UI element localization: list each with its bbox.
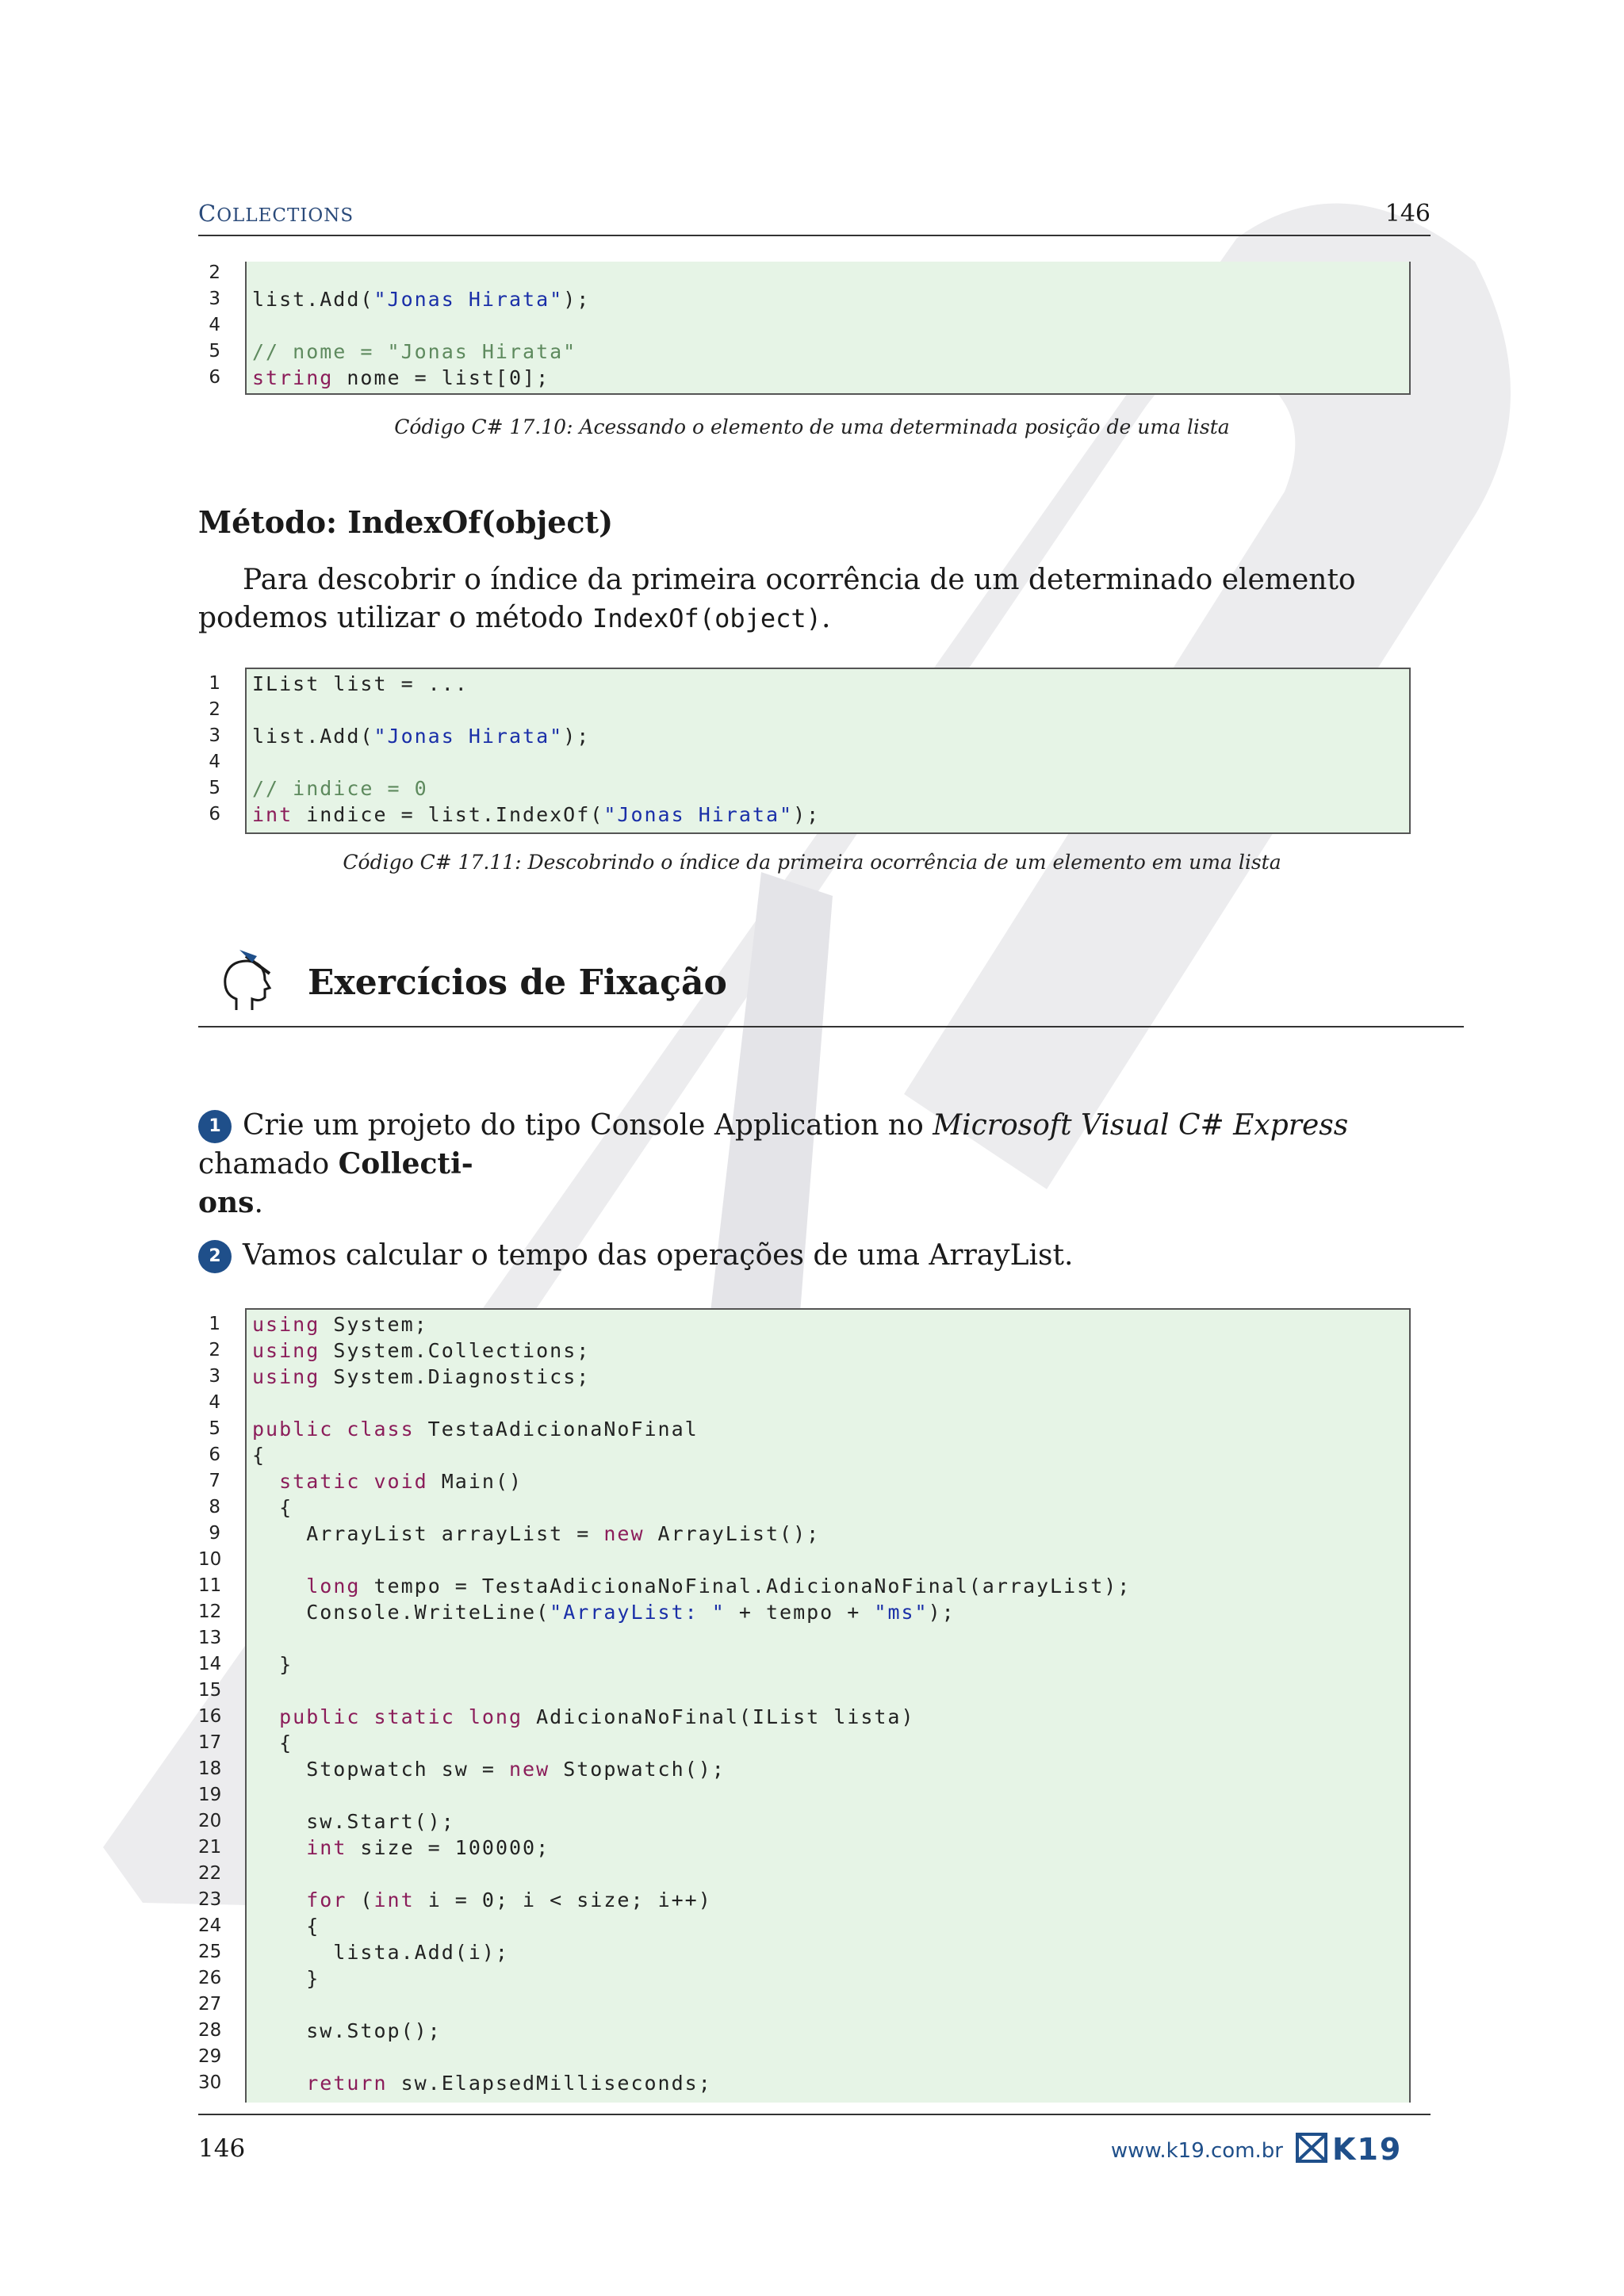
code-text: int size = 100000; — [306, 1836, 550, 1859]
code-line — [198, 1913, 1467, 1939]
line-number: 2 — [209, 1340, 220, 1360]
code-line — [198, 775, 1467, 802]
code-text: Console.WriteLine("ArrayList: " + tempo + "ms"); — [252, 1601, 956, 1624]
line-number: 27 — [198, 1994, 222, 2015]
code-text: // nome = "Jonas Hirata" — [252, 340, 577, 363]
line-number: 19 — [198, 1785, 222, 1805]
code-text: using System; — [252, 1313, 428, 1336]
line-number: 16 — [198, 1706, 222, 1727]
line-number: 9 — [209, 1523, 220, 1544]
code-line — [198, 749, 1467, 775]
footer-url[interactable]: www.k19.com.br — [1110, 2139, 1283, 2163]
code-line — [198, 1364, 1467, 1390]
line-number: 11 — [198, 1575, 222, 1596]
line-number: 6 — [209, 367, 220, 388]
line-number: 13 — [198, 1628, 222, 1648]
line-number: 28 — [198, 2020, 222, 2041]
code-text: { — [252, 1496, 293, 1519]
code-line — [198, 1494, 1467, 1521]
code-text: return sw.ElapsedMilliseconds; — [306, 2072, 712, 2095]
line-number: 3 — [209, 725, 220, 746]
line-number: 12 — [198, 1601, 222, 1622]
code-line — [198, 1521, 1467, 1547]
code-text: ArrayList arrayList = new ArrayList(); — [252, 1522, 821, 1545]
line-number: 29 — [198, 2046, 222, 2067]
code-line — [198, 312, 1467, 339]
line-number: 6 — [209, 804, 220, 825]
line-number: 30 — [198, 2072, 222, 2093]
code-line — [198, 1861, 1467, 1887]
code-line — [198, 1599, 1467, 1625]
code-text: public static long AdicionaNoFinal(IList lista) — [279, 1705, 915, 1728]
exercise-1: 1 Crie um projeto do tipo Console Application no Microsoft Visual C# Express chamado Collecti- ons. — [198, 1109, 1349, 1219]
line-number: 14 — [198, 1654, 222, 1674]
code-line — [198, 1337, 1467, 1364]
code-text: sw.Stop(); — [252, 2019, 442, 2042]
code-line — [198, 1704, 1467, 1730]
line-number: 2 — [209, 699, 220, 720]
code-line — [198, 723, 1467, 749]
k19-logo — [1296, 2131, 1431, 2164]
code-text: { — [252, 1732, 293, 1755]
code-text: for (int i = 0; i < size; i++) — [306, 1888, 712, 1911]
exercise-number-badge: 2 — [198, 1240, 232, 1273]
svg-text:K19: K19 — [1332, 2132, 1403, 2164]
code-line — [198, 1651, 1467, 1678]
code-line — [198, 1468, 1467, 1494]
code-line — [198, 671, 1467, 697]
code-line — [198, 286, 1467, 312]
line-number: 7 — [209, 1471, 220, 1491]
header-page-number: 146 — [1385, 200, 1431, 228]
code-line — [198, 1390, 1467, 1416]
line-number: 10 — [198, 1549, 222, 1570]
code-text: public class TestaAdicionaNoFinal — [252, 1418, 699, 1441]
code-text: // indice = 0 — [252, 777, 428, 800]
code-line — [198, 365, 1467, 391]
line-number: 17 — [198, 1732, 222, 1753]
line-number: 1 — [209, 673, 220, 694]
code-text: int indice = list.IndexOf("Jonas Hirata"); — [252, 803, 821, 826]
code-text: } — [252, 1653, 293, 1676]
code-line — [198, 2070, 1467, 2096]
line-number: 3 — [209, 289, 220, 309]
line-number: 5 — [209, 341, 220, 362]
chapter-title: COLLECTIONS — [198, 200, 354, 227]
code-line — [198, 2044, 1467, 2070]
code-text: sw.Start(); — [252, 1810, 455, 1833]
exercise-2: 2 Vamos calcular o tempo das operações de uma ArrayList. — [198, 1237, 1432, 1275]
code-line — [198, 697, 1467, 723]
code-text: list.Add("Jonas Hirata"); — [252, 725, 591, 748]
line-number: 18 — [198, 1758, 222, 1779]
code-text: static void Main() — [279, 1470, 523, 1493]
code-caption-2: Código C# 17.11: Descobrindo o índice da primeira ocorrência de um elemento em uma lista — [343, 851, 1281, 874]
line-number: 20 — [198, 1811, 222, 1831]
line-number: 22 — [198, 1863, 222, 1884]
code-text: using System.Diagnostics; — [252, 1365, 591, 1388]
line-number: 4 — [209, 752, 220, 772]
code-line — [198, 1756, 1467, 1782]
line-number: 21 — [198, 1837, 222, 1858]
thinking-head-icon — [213, 947, 284, 1018]
code-line — [198, 1442, 1467, 1468]
line-number: 26 — [198, 1968, 222, 1988]
page-header — [198, 197, 1431, 236]
code-line — [198, 1547, 1467, 1573]
line-number: 2 — [209, 262, 220, 283]
code-line — [198, 1939, 1467, 1965]
code-text: { — [252, 1444, 266, 1467]
code-line — [198, 1311, 1467, 1337]
line-number: 15 — [198, 1680, 222, 1701]
exercise-number-badge: 1 — [198, 1110, 232, 1143]
code-line — [198, 802, 1467, 828]
code-line — [198, 1808, 1467, 1835]
code-line — [198, 1835, 1467, 1861]
code-line — [198, 339, 1467, 365]
code-caption-1: Código C# 17.10: Acessando o elemento de uma determinada posição de uma lista — [394, 415, 1230, 438]
code-line — [198, 1965, 1467, 1992]
code-line — [198, 1887, 1467, 1913]
paragraph-code: IndexOf(object) — [592, 603, 822, 633]
line-number: 25 — [198, 1942, 222, 1962]
line-number: 6 — [209, 1445, 220, 1465]
line-number: 1 — [209, 1314, 220, 1334]
section-paragraph — [198, 561, 1432, 637]
code-text: IList list = ... — [252, 672, 469, 695]
footer-page-number: 146 — [198, 2134, 246, 2163]
code-line — [198, 1625, 1467, 1651]
line-number: 4 — [209, 1392, 220, 1413]
exercise-banner — [198, 943, 1464, 1027]
line-number: 5 — [209, 778, 220, 798]
section-heading: Método: IndexOf(object) — [198, 504, 614, 540]
line-number: 5 — [209, 1418, 220, 1439]
code-line — [198, 1416, 1467, 1442]
code-text: lista.Add(i); — [252, 1941, 509, 1964]
code-line — [198, 1678, 1467, 1704]
code-line — [198, 1573, 1467, 1599]
code-text: { — [252, 1915, 320, 1938]
code-line — [198, 2018, 1467, 2044]
exercise-banner-title: Exercícios de Fixação — [308, 962, 727, 1003]
line-number: 23 — [198, 1889, 222, 1910]
code-line — [198, 1730, 1467, 1756]
code-text: string nome = list[0]; — [252, 366, 550, 389]
code-text: } — [252, 1967, 320, 1990]
code-line — [198, 1992, 1467, 2018]
line-number: 8 — [209, 1497, 220, 1517]
line-number: 24 — [198, 1915, 222, 1936]
code-text: long tempo = TestaAdicionaNoFinal.AdicionaNoFinal(arrayList); — [306, 1575, 1132, 1598]
line-number: 4 — [209, 315, 220, 335]
code-line — [198, 260, 1467, 286]
code-line — [198, 1782, 1467, 1808]
paragraph-end: . — [821, 602, 831, 634]
code-text: list.Add("Jonas Hirata"); — [252, 288, 591, 311]
code-text: Stopwatch sw = new Stopwatch(); — [252, 1758, 726, 1781]
line-number: 3 — [209, 1366, 220, 1387]
paragraph-text: Para descobrir o índice da primeira ocorrência de um determinado elemento podemos utilizar o método — [198, 564, 1356, 634]
page-footer — [198, 2114, 1431, 2164]
code-text: using System.Collections; — [252, 1339, 591, 1362]
